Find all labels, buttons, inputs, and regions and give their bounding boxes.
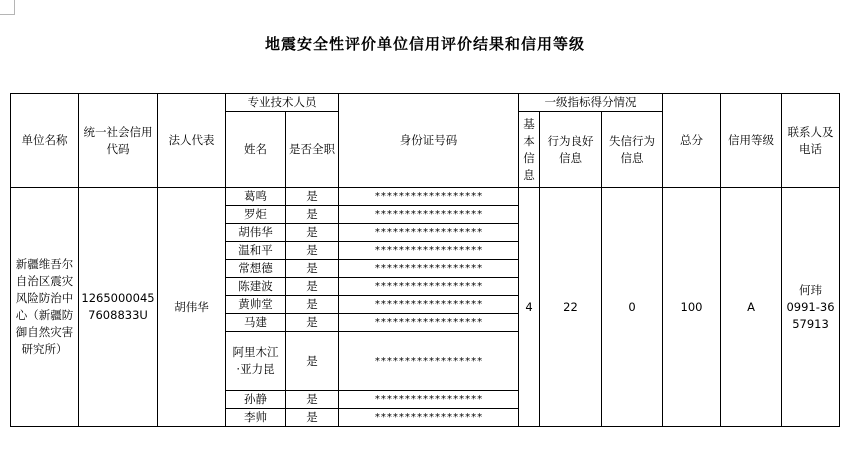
staff-full-time: 是 [286, 278, 339, 296]
staff-full-time: 是 [286, 206, 339, 224]
document-title: 地震安全性评价单位信用评价结果和信用等级 [264, 35, 585, 53]
staff-name: 陈建波 [226, 278, 286, 296]
staff-name: 黄帅堂 [226, 296, 286, 314]
header-basic-info: 基本信息 [519, 112, 540, 188]
staff-id: ****************** [339, 278, 519, 296]
header-tech-staff: 专业技术人员 [226, 94, 339, 112]
staff-full-time: 是 [286, 314, 339, 332]
staff-full-time: 是 [286, 296, 339, 314]
staff-id: ****************** [339, 242, 519, 260]
contact-phone: 0991-3657913 [786, 299, 835, 331]
staff-name: 温和平 [226, 242, 286, 260]
staff-full-time: 是 [286, 409, 339, 427]
credit-grade-value: A [721, 188, 782, 427]
staff-full-time: 是 [286, 391, 339, 409]
staff-id: ****************** [339, 188, 519, 206]
dishonest-score: 0 [602, 188, 663, 427]
page-corner-mark [0, 0, 15, 15]
staff-full-time: 是 [286, 260, 339, 278]
header-credit-code: 统一社会信用代码 [79, 94, 158, 188]
staff-name: 阿里木江·亚力昆 [226, 332, 286, 391]
credit-evaluation-table [10, 93, 840, 427]
staff-name: 孙静 [226, 391, 286, 409]
total-score: 100 [663, 188, 721, 427]
header-total: 总分 [663, 94, 721, 188]
staff-full-time: 是 [286, 224, 339, 242]
header-legal-rep: 法人代表 [158, 94, 226, 188]
staff-name: 罗炬 [226, 206, 286, 224]
staff-id: ****************** [339, 391, 519, 409]
staff-full-time: 是 [286, 332, 339, 391]
staff-id: ****************** [339, 296, 519, 314]
header-dishonest: 失信行为信息 [602, 112, 663, 188]
header-contact: 联系人及电话 [782, 94, 840, 188]
staff-id: ****************** [339, 332, 519, 391]
header-first-level: 一级指标得分情况 [519, 94, 663, 112]
header-credit-grade: 信用等级 [721, 94, 782, 188]
staff-id: ****************** [339, 224, 519, 242]
credit-code-cell: 12650000457608833U [79, 188, 158, 427]
header-staff-name: 姓名 [226, 112, 286, 188]
unit-name-cell: 新疆维吾尔自治区震灾风险防治中心（新疆防御自然灾害研究所） [11, 188, 79, 427]
staff-name: 李帅 [226, 409, 286, 427]
staff-name: 常想德 [226, 260, 286, 278]
header-unit-name: 单位名称 [11, 94, 79, 188]
contact-cell [782, 188, 840, 427]
basic-info-score: 4 [519, 188, 540, 427]
good-behavior-score: 22 [540, 188, 602, 427]
staff-full-time: 是 [286, 188, 339, 206]
contact-name: 何玮 [799, 282, 823, 297]
staff-name: 马建 [226, 314, 286, 332]
header-full-time: 是否全职 [286, 112, 339, 188]
staff-id: ****************** [339, 314, 519, 332]
legal-rep-cell: 胡伟华 [158, 188, 226, 427]
header-id-number: 身份证号码 [339, 94, 519, 188]
staff-name: 葛鸣 [226, 188, 286, 206]
header-good-behavior: 行为良好信息 [540, 112, 602, 188]
staff-name: 胡伟华 [226, 224, 286, 242]
staff-id: ****************** [339, 409, 519, 427]
staff-id: ****************** [339, 206, 519, 224]
staff-full-time: 是 [286, 242, 339, 260]
staff-id: ****************** [339, 260, 519, 278]
